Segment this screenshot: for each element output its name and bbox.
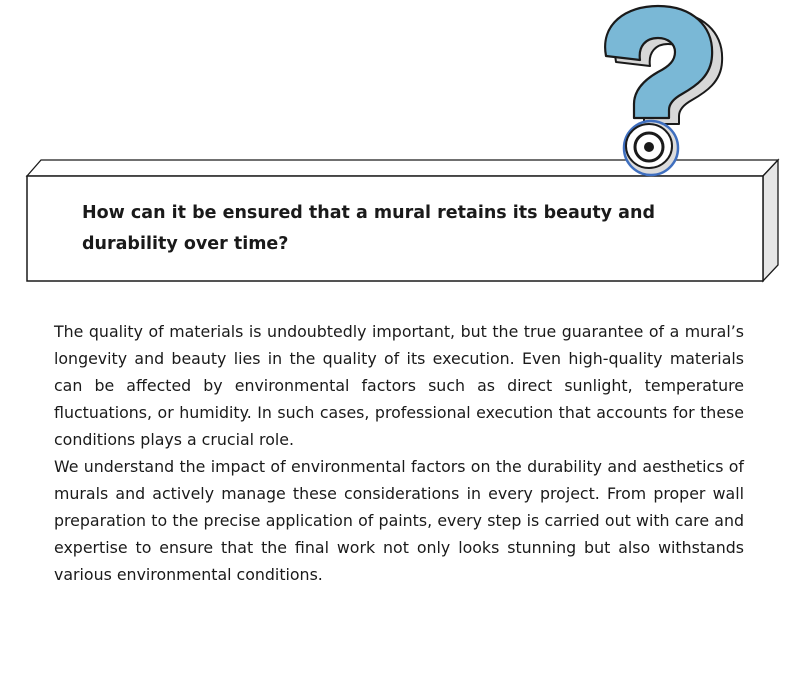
answer-text [54, 318, 744, 588]
question-heading: How can it be ensured that a mural retains its beauty and durability over time? [82, 203, 655, 254]
answer-paragraph-1: The quality of materials is undoubtedly important, but the true guarantee of a mural’s longevity and beauty lies in the quality of its execution. Even high-quality materials can be affected by environmental factors such as direct sunlight, temperature fluctuations, or humidity. In such cases, professional execution that accounts for these conditions plays a crucial role. [54, 322, 744, 449]
question-mark-icon [605, 6, 722, 175]
answer-paragraph-2: We understand the impact of environmental factors on the durability and aesthetics of murals and actively manage these considerations in every project. From proper wall preparation to the precise application of paints, every step is carried out with care and expertise to ensure that the final work not only looks stunning but also withstands various environmental conditions. [54, 457, 744, 584]
box-side-face [763, 160, 778, 281]
